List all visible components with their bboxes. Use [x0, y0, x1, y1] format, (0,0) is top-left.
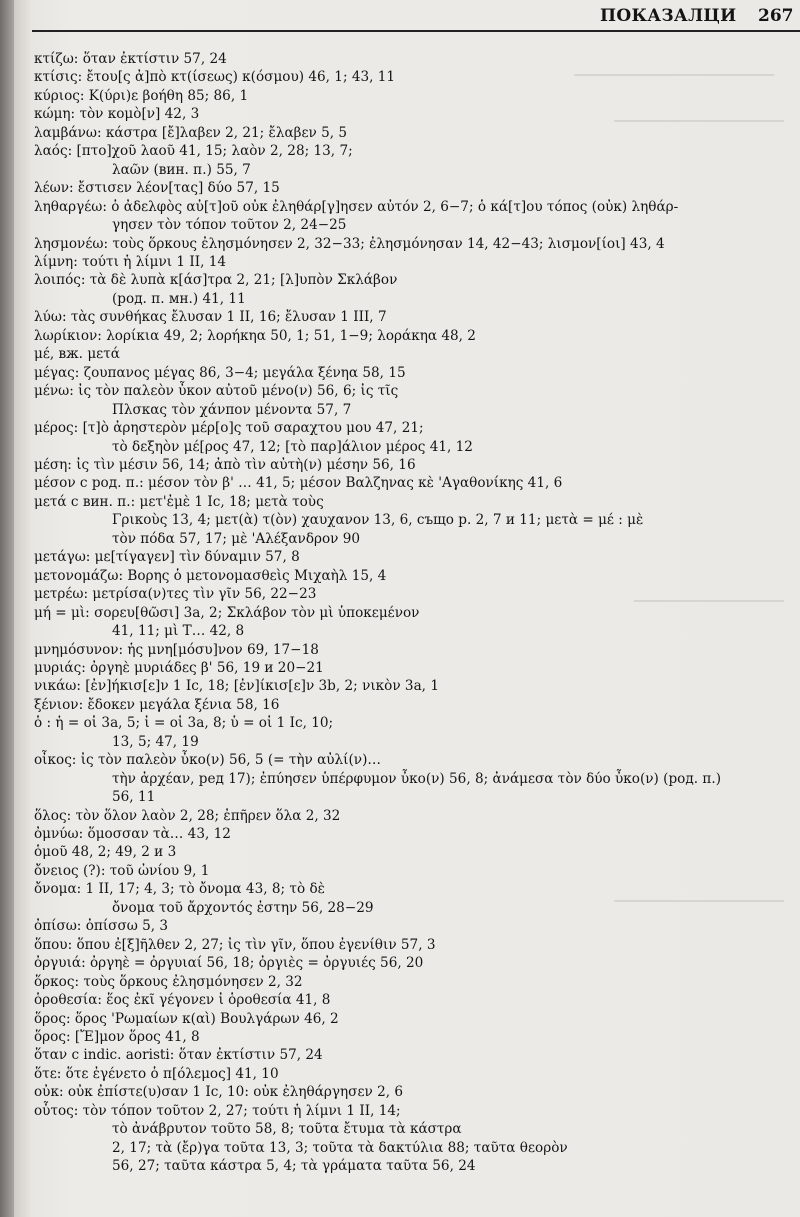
index-entry: μετρέω: μετρίσα(ν)τες τὶν γῖν 56, 22−23: [34, 586, 317, 603]
index-entry: λαός: [πτο]χοῦ λαοῦ 41, 15; λαὸν 2, 28; 13, 7;: [34, 143, 353, 160]
index-entry-continuation: ὄνομα τοῦ ἄρχοντός ἐστην 56, 28−29: [112, 899, 374, 916]
index-entry: λησμονέω: τοὺς ὅρκους ἐλησμόνησεν 2, 32−33; ἐλησμόνησαν 14, 42−43; λισμον[ίοι] 43, 4: [34, 235, 665, 252]
index-entry: ὀργυιά: ὀργηὲ = ὀργυιαί 56, 18; ὀργιὲς = ὀργυιές 56, 20: [34, 955, 424, 972]
index-entry: λωρίκιον: λορίκια 49, 2; λορήκηα 50, 1; 51, 1−9; λοράκηα 48, 2: [34, 327, 476, 344]
index-entry: οὐκ: οὐκ ἐπίστε(υ)σαν 1 Ic, 10: οὐκ ἐληθάργησεν 2, 6: [34, 1084, 404, 1101]
index-entry: λέων: ἔστισεν λέον[τας] δύο 57, 15: [34, 180, 280, 197]
index-entry: ὄνειος (?): τοῦ ὠνίου 9, 1: [34, 862, 210, 879]
index-entry-continuation: τὴν ἀρχέαν, ред 17); ἐπύησεν ὑπέρφυμον ὖκο(ν) 56, 8; ἀνάμεσα τὸν δύο ὖκο(ν) (род. п.): [112, 770, 722, 787]
book-page: [14, 0, 800, 1217]
index-entry: ὁροθεσία: ἕος ἐκῖ γέγονεν ἰ ὁροθεσία 41, 8: [34, 992, 331, 1009]
index-entries: [34, 50, 794, 1176]
index-entry: κώμη: τὸν κομὸ[ν] 42, 3: [34, 106, 200, 123]
index-entry: λαμβάνω: κάστρα [ἔ]λαβεν 2, 21; ἔλαβεν 5, 5: [34, 124, 348, 141]
index-entry: μετονομάζω: Βορης ὁ μετονομασθεὶς Μιχαὴλ 15, 4: [34, 567, 387, 584]
index-entry: ξένιον: ἔδοκεν μεγάλα ξένια 58, 16: [34, 696, 280, 713]
index-entry: μή = μὶ: σορευ[θῶσι] 3a, 2; Σκλάβον τὸν μὶ ὑποκεμένον: [34, 604, 420, 621]
index-entry: οὗτος: τὸν τόπον τοῦτον 2, 27; τούτι ἡ λίμνι 1 II, 14;: [34, 1102, 401, 1119]
index-entry-continuation: 56, 11: [112, 789, 156, 806]
index-entry: ὅρος: ὅρος 'Ρωμαίων κ(αὶ) Βουλγάρων 46, 2: [34, 1010, 339, 1027]
index-entry: κτίσις: ἔτου[ς ἀ]πὸ κτ(ίσεως) κ(όσμου) 46, 1; 43, 11: [34, 69, 396, 86]
index-entry: ὀπίσω: ὀπίσσω 5, 3: [34, 918, 169, 935]
index-entry: μένω: ἰς τὸν παλεὸν ὖκον αὐτοῦ μένο(ν) 56, 6; ἰς τῖς: [34, 383, 399, 400]
index-entry: μέγας: ζουπανος μέγας 86, 3−4; μεγάλα ξένηα 58, 15: [34, 364, 406, 381]
index-entry-continuation: τὸ δεξηὸν μέ[ρος 47, 12; [τὸ παρ]άλιον μέρος 41, 12: [112, 438, 473, 455]
index-entry: ὁ : ἡ = οἱ 3a, 5; ἰ = οἱ 3a, 8; ὑ = οἱ 1 Ic, 10;: [34, 715, 334, 732]
index-entry: μετά с вин. п.: μετ'ἐμὲ 1 Ic, 18; μετὰ τοὺς: [34, 493, 324, 510]
page-gutter-shadow: [0, 0, 14, 1217]
index-entry-continuation: λαῶν (вин. п.) 55, 7: [112, 161, 251, 178]
index-entry: ὅρκος: τοὺς ὅρκους ἐλησμόνησεν 2, 32: [34, 973, 303, 990]
index-entry-continuation: 41, 11; μὶ Τ… 42, 8: [112, 623, 245, 640]
index-entry: μετάγω: με[τίγαγεν] τὶν δύναμιν 57, 8: [34, 549, 300, 566]
index-entry: νικάω: [ἐν]ήκισ[ε]ν 1 Ic, 18; [ἐν]ίκισ[ε]ν 3b, 2; νικὸν 3a, 1: [34, 678, 439, 695]
index-entry: ὁμοῦ 48, 2; 49, 2 и 3: [34, 844, 177, 861]
index-entry-continuation: (род. п. мн.) 41, 11: [112, 290, 246, 307]
index-entry: ὄνομα: 1 II, 17; 4, 3; τὸ ὄνομα 43, 8; τὸ δὲ: [34, 881, 325, 898]
index-entry-continuation: τὸν πόδα 57, 17; μὲ 'Αλέξανδρον 90: [112, 530, 361, 547]
index-entry-continuation: 56, 27; ταῦτα κάστρα 5, 4; τὰ γράματα ταῦτα 56, 24: [112, 1158, 476, 1175]
index-entry: λίμνη: τούτι ἡ λίμνι 1 II, 14: [34, 253, 227, 270]
header-rule: [32, 30, 800, 32]
index-entry: κτίζω: ὅταν ἐκτίστιν 57, 24: [34, 51, 227, 67]
running-title: ПОКАЗАЛЦИ: [600, 6, 737, 26]
index-entry: λύω: τὰς συνθήκας ἔλυσαν 1 II, 16; ἔλυσαν 1 III, 7: [34, 309, 387, 326]
index-entry: ὅπου: ὅπου ἐ[ξ]ῆλθεν 2, 27; ἰς τὶν γῖν, ὅπου ἐγενίθιν 57, 3: [34, 936, 436, 953]
index-entry: λοιπός: τὰ δὲ λυπὰ κ[άσ]τρα 2, 21; [λ]υπὸν Σκλάβον: [34, 272, 398, 289]
index-entry-continuation: 13, 5; 47, 19: [112, 733, 199, 750]
index-entry: ὀμνύω: ὅμοσσαν τὰ… 43, 12: [34, 826, 231, 843]
index-entry: ὅρος: [Ἔ]μον ὅρος 41, 8: [34, 1029, 200, 1046]
index-entry-continuation: Πλσκας τὸν χάνπον μένοντα 57, 7: [112, 401, 352, 418]
index-entry: μέσον с род. п.: μέσον τὸν β' … 41, 5; μέσον Βαλζηνας κὲ 'Αγαθονίκης 41, 6: [34, 475, 563, 492]
index-entry-continuation: γησεν τὸν τόπον τοῦτον 2, 24−25: [112, 217, 347, 234]
index-entry: ὅλος: τὸν ὅλον λαὸν 2, 28; ἐπῆρεν ὅλα 2, 32: [34, 807, 341, 824]
index-entry: μέση: ἰς τὶν μέσιν 56, 14; ἀπὸ τὶν αὐτὴ(ν) μέσην 56, 16: [34, 456, 416, 473]
index-entry: μέ, вж. μετά: [34, 346, 120, 363]
index-entry: ὅτε: ὅτε ἐγένετο ὁ π[όλεμος] 41, 10: [34, 1065, 279, 1082]
page-number: 267: [758, 6, 794, 26]
index-entry-continuation: 2, 17; τὰ (ἔρ)γα τοῦτα 13, 3; τοῦτα τὰ δακτύλια 88; ταῦτα θεορὸν: [112, 1139, 568, 1156]
index-entry: μέρος: [τ]ὸ ἀρηστερὸν μέρ[ο]ς τοῦ σαραχτου μου 47, 21;: [34, 420, 424, 437]
index-entry-continuation: Γρικοὺς 13, 4; μετ(ὰ) τ(ὸν) χαυχανον 13, 6, също р. 2, 7 и 11; μετὰ = μέ : μὲ: [112, 512, 644, 529]
index-entry: μνημόσυνον: ἡς μνη[μόσυ]νον 69, 17−18: [34, 641, 319, 658]
index-entry: οἶκος: ἰς τὸν παλεὸν ὖκο(ν) 56, 5 (= τὴν αὐλί(ν)…: [34, 752, 381, 769]
index-entry: ὅταν с indic. aoristi: ὅταν ἐκτίστιν 57, 24: [34, 1047, 323, 1064]
index-entry: κύριος: Κ(ύρι)ε βοήθη 85; 86, 1: [34, 87, 249, 104]
running-header: [14, 0, 800, 40]
index-entry: μυριάς: ὀργηὲ μυριάδες β' 56, 19 и 20−21: [34, 659, 324, 676]
index-entry-continuation: τὸ ἀνάβρυτον τοῦτο 58, 8; τοῦτα ἔτυμα τὰ κάστρα: [112, 1121, 462, 1138]
index-entry: ληθαργέω: ὁ ἀδελφὸς αὐ[τ]οῦ οὐκ ἐληθάρ[γ]ησεν αὐτόν 2, 6−7; ὁ κά[τ]ου τόπος (οὐκ) ληθάρ-: [34, 198, 679, 215]
